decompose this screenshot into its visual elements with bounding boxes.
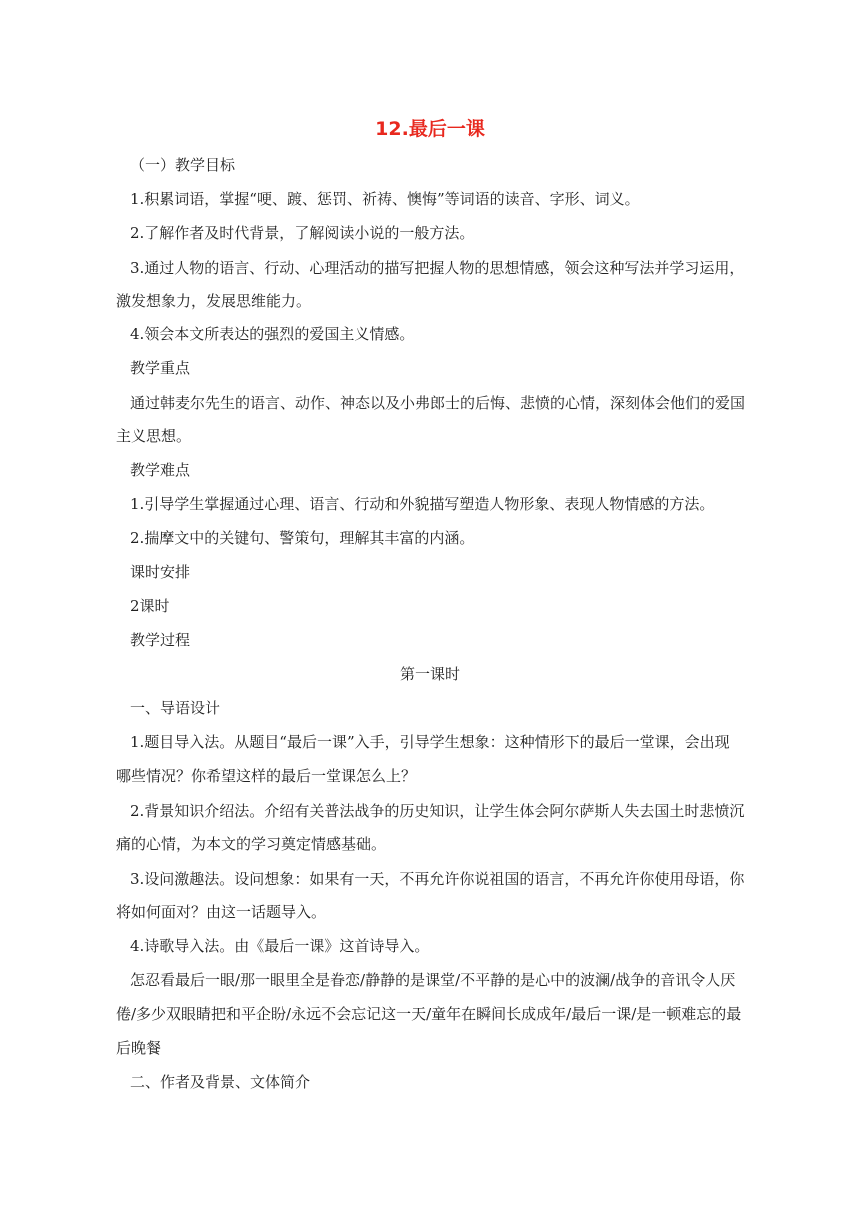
- section-heading: 教学重点: [130, 359, 191, 377]
- paragraph: 3.通过人物的语言、行动、心理活动的描写把握人物的思想情感，领会这种写法并学习运用，: [130, 259, 745, 277]
- paragraph: 1.题目导入法。从题目“最后一课”入手，引导学生想象：这种情形下的最后一堂课，会出现: [130, 733, 730, 751]
- paragraph-continuation: 哪些情况？你希望这样的最后一堂课怎么上？: [116, 767, 417, 785]
- paragraph-continuation: 主义思想。: [116, 427, 192, 445]
- paragraph-continuation: 将如何面对？由这一话题导入。: [116, 903, 327, 921]
- paragraph: 2.了解作者及时代背景，了解阅读小说的一般方法。: [130, 224, 475, 242]
- paragraph: 3.设问激趣法。设问想象：如果有一天，不再允许你说祖国的语言，不再允许你使用母语，你: [130, 870, 745, 888]
- paragraph: 2.揣摩文中的关键句、警策句，理解其丰富的内涵。: [130, 529, 475, 547]
- page-title: 12.最后一课: [375, 118, 485, 140]
- poem-continuation: 倦/多少双眼睛把和平企盼/永远不会忘记这一天/童年在瞬间长成成年/最后一课/是一顿难忘的最: [116, 1005, 742, 1023]
- section-heading: 教学难点: [130, 461, 191, 479]
- paragraph: 2.背景知识介绍法。介绍有关普法战争的历史知识，让学生体会阿尔萨斯人失去国土时悲愤沉: [130, 802, 745, 820]
- section-heading: 二、作者及背景、文体简介: [130, 1073, 311, 1091]
- paragraph: 2课时: [130, 597, 170, 615]
- paragraph: 通过韩麦尔先生的语言、动作、神态以及小弗郎士的后悔、悲愤的心情，深刻体会他们的爱国: [130, 394, 746, 412]
- subsection-heading: 第一课时: [399, 665, 460, 683]
- poem-paragraph: 怎忍看最后一眼/那一眼里全是眷恋/静静的是课堂/不平静的是心中的波澜/战争的音讯令人厌: [130, 971, 736, 989]
- section-heading: 教学过程: [130, 631, 191, 649]
- poem-continuation: 后晚餐: [116, 1039, 162, 1057]
- paragraph: 1.积累词语，掌握“哽、踱、惩罚、祈祷、懊悔”等词语的读音、字形、词义。: [130, 190, 640, 208]
- paragraph: 1.引导学生掌握通过心理、语言、行动和外貌描写塑造人物形象、表现人物情感的方法。: [130, 495, 715, 513]
- section-heading: 课时安排: [130, 563, 191, 581]
- section-heading: 一、导语设计: [130, 699, 221, 717]
- paragraph: 4.诗歌导入法。由《最后一课》这首诗导入。: [130, 937, 430, 955]
- paragraph-continuation: 激发想象力，发展思维能力。: [116, 292, 312, 310]
- section-heading: （一）教学目标: [130, 156, 236, 174]
- paragraph-continuation: 痛的心情，为本文的学习奠定情感基础。: [116, 835, 387, 853]
- paragraph: 4.领会本文所表达的强烈的爱国主义情感。: [130, 325, 415, 343]
